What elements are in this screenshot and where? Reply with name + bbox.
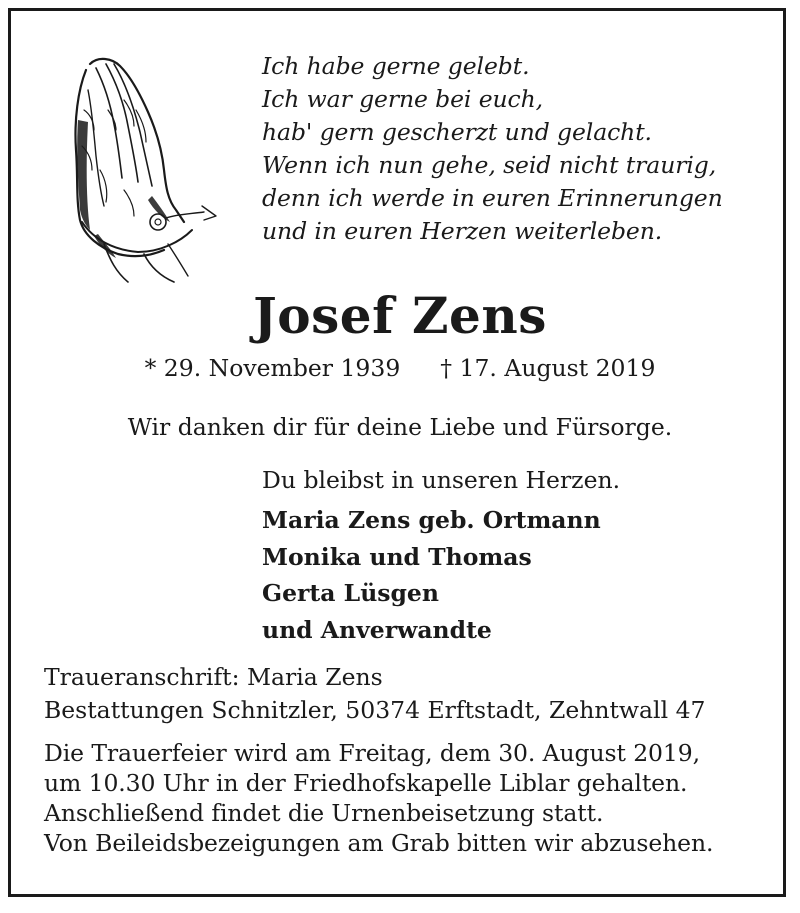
ceremony-details xyxy=(44,738,713,858)
ceremony-line: Die Trauerfeier wird am Freitag, dem 30. August 2019, xyxy=(44,739,700,767)
ceremony-line: Anschließend findet die Urnenbeisetzung statt. xyxy=(44,799,604,827)
family-list xyxy=(262,502,601,648)
birth-date: * 29. November 1939 xyxy=(144,354,401,382)
poem-line: Ich war gerne bei euch, xyxy=(262,85,544,113)
poem xyxy=(262,50,723,248)
ceremony-line: um 10.30 Uhr in der Friedhofskapelle Liblar gehalten. xyxy=(44,769,688,797)
poem-line: Ich habe gerne gelebt. xyxy=(262,52,530,80)
family-member: und Anverwandte xyxy=(262,615,492,644)
address-line: Bestattungen Schnitzler, 50374 Erftstadt, Zehntwall 47 xyxy=(44,696,706,724)
address-line: Traueranschrift: Maria Zens xyxy=(44,663,383,691)
ceremony-line: Von Beileidsbezeigungen am Grab bitten wir abzusehen. xyxy=(44,829,714,857)
deceased-name: Josef Zens xyxy=(253,286,547,345)
death-date: † 17. August 2019 xyxy=(440,354,656,382)
poem-line: Wenn ich nun gehe, seid nicht traurig, xyxy=(262,151,717,179)
family-member: Monika und Thomas xyxy=(262,542,532,571)
life-dates xyxy=(0,352,800,384)
thanks-line: Wir danken dir für deine Liebe und Fürsorge. xyxy=(127,413,673,441)
mourning-address xyxy=(44,661,705,727)
poem-line: und in euren Herzen weiterleben. xyxy=(262,217,663,245)
family-member: Maria Zens geb. Ortmann xyxy=(262,506,601,534)
poem-line: denn ich werde in euren Erinnerungen xyxy=(262,184,723,212)
family-member: Gerta Lüsgen xyxy=(262,579,439,607)
remembrance-line: Du bleibst in unseren Herzen. xyxy=(262,466,621,494)
poem-line: hab' gern gescherzt und gelacht. xyxy=(262,118,652,146)
praying-hands-icon xyxy=(64,50,224,288)
